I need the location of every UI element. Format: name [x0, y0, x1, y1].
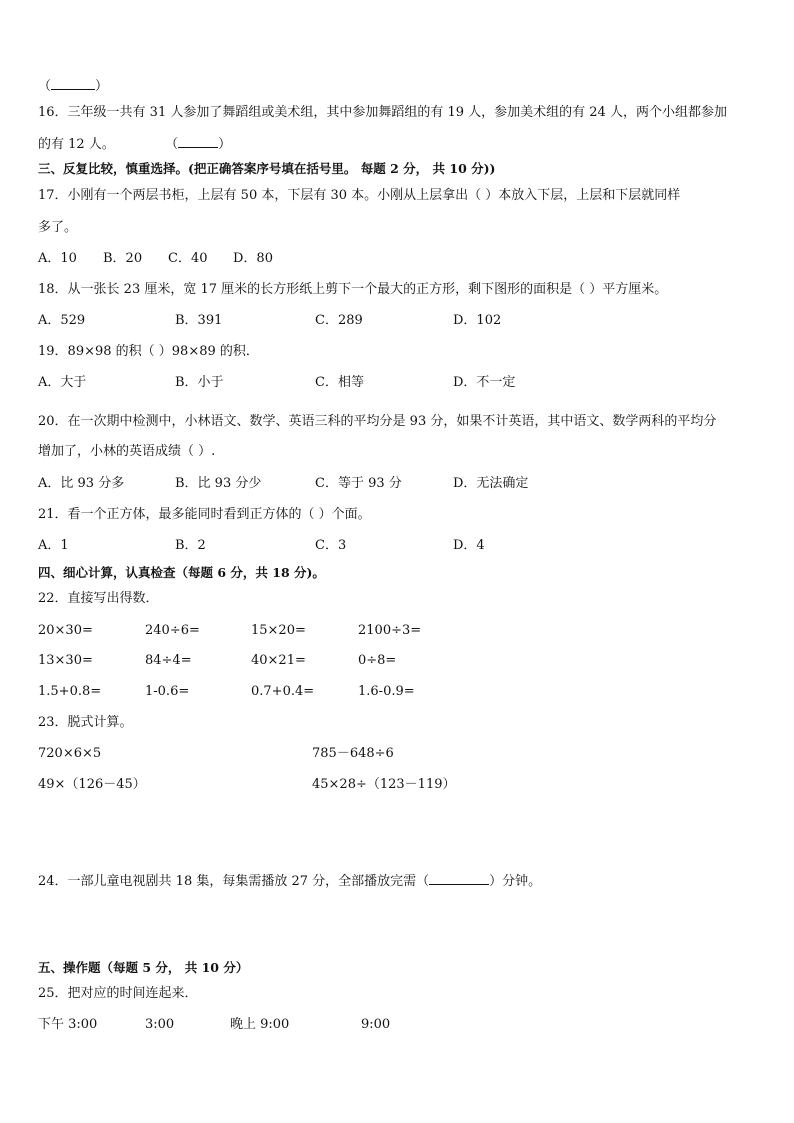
- q16-close-paren: ）: [218, 137, 232, 152]
- q21-option-d[interactable]: D．4: [453, 538, 485, 553]
- q22-title: 22．直接写出得数．: [38, 591, 159, 606]
- q16-answer-blank[interactable]: [178, 135, 218, 148]
- q25-time-2[interactable]: 3:00: [145, 1017, 175, 1032]
- q24-line: [38, 872, 541, 891]
- q19-option-d[interactable]: D．不一定: [453, 375, 516, 390]
- q16-line-1: 16．三年级一共有 31 人参加了舞蹈组或美术组，其中参加舞蹈组的有 19 人，参加美术组的有 24 人，两个小组都参加: [38, 105, 727, 120]
- q16-line-2-text: 的有 12 人。: [38, 137, 115, 152]
- q17-line-2: 多了。: [38, 220, 78, 235]
- q21-option-c[interactable]: C．3: [315, 538, 347, 553]
- q17-option-d[interactable]: D．80: [233, 251, 273, 266]
- q25-time-3[interactable]: 晚上 9:00: [230, 1017, 290, 1032]
- q18-option-d[interactable]: D．102: [453, 313, 502, 328]
- q22-r1-c4: 2100÷3=: [358, 623, 422, 638]
- q17-option-b[interactable]: B．20: [103, 251, 143, 266]
- q24-text-before: 24．一部儿童电视剧共 18 集，每集需播放 27 分，全部播放完需（: [38, 874, 430, 889]
- q15-answer-blank[interactable]: [51, 77, 95, 90]
- q22-r2-c3: 40×21=: [251, 653, 306, 668]
- q20-option-d[interactable]: D．无法确定: [453, 476, 529, 491]
- q15-open-paren: （: [38, 79, 52, 94]
- q23-item-3: 49×（126－45）: [38, 777, 146, 792]
- q18-line-1: 18．从一张长 23 厘米，宽 17 厘米的长方形纸上剪下一个最大的正方形，剩下图形的面积是（ ）平方厘米。: [38, 282, 668, 297]
- q25-time-1[interactable]: 下午 3:00: [38, 1017, 98, 1032]
- q19-line-1: 19．89×98 的积（ ）98×89 的积．: [38, 344, 259, 359]
- q25-time-4[interactable]: 9:00: [361, 1017, 391, 1032]
- q17-option-c[interactable]: C．40: [168, 251, 208, 266]
- q17-option-a[interactable]: A．10: [38, 251, 77, 266]
- q18-option-c[interactable]: C．289: [315, 313, 363, 328]
- q23-item-1: 720×6×5: [38, 746, 102, 761]
- q18-option-b[interactable]: B．391: [175, 313, 223, 328]
- q22-r3-c2: 1-0.6=: [145, 684, 190, 699]
- section-5-heading: 五、操作题（每题 5 分， 共 10 分）: [38, 960, 249, 975]
- q23-title: 23．脱式计算。: [38, 715, 133, 730]
- q22-r3-c4: 1.6-0.9=: [358, 684, 415, 699]
- q20-option-c[interactable]: C．等于 93 分: [315, 476, 402, 491]
- q22-r3-c3: 0.7+0.4=: [251, 684, 315, 699]
- q20-option-b[interactable]: B．比 93 分少: [175, 476, 262, 491]
- q21-option-a[interactable]: A．1: [38, 538, 69, 553]
- q20-option-a[interactable]: A．比 93 分多: [38, 476, 125, 491]
- q22-r1-c2: 240÷6=: [145, 623, 200, 638]
- q19-option-c[interactable]: C．相等: [315, 375, 364, 390]
- q18-option-a[interactable]: A．529: [38, 313, 86, 328]
- q19-option-a[interactable]: A．大于: [38, 375, 87, 390]
- q25-title: 25．把对应的时间连起来．: [38, 986, 198, 1001]
- q20-line-1: 20．在一次期中检测中，小林语文、数学、英语三科的平均分是 93 分，如果不计英语，其中语文、数学两科的平均分: [38, 414, 717, 429]
- q22-r1-c3: 15×20=: [251, 623, 306, 638]
- q22-r2-c1: 13×30=: [38, 653, 93, 668]
- q22-r2-c2: 84÷4=: [145, 653, 192, 668]
- q23-item-2: 785－648÷6: [312, 746, 394, 761]
- q21-line-1: 21．看一个正方体，最多能同时看到正方体的（ ）个面。: [38, 507, 371, 522]
- q23-item-4: 45×28÷（123－119）: [312, 777, 456, 792]
- q17-line-1: 17．小刚有一个两层书柜，上层有 50 本，下层有 30 本。小刚从上层拿出（ ）本放入下层，上层和下层就同样: [38, 188, 681, 203]
- section-3-heading: 三、反复比较，慎重选择。(把正确答案序号填在括号里。 每题 2 分， 共 10 分)): [38, 161, 496, 176]
- q16-open-paren: （: [165, 137, 179, 152]
- q15-close-paren: ）: [95, 79, 109, 94]
- q21-option-b[interactable]: B．2: [175, 538, 206, 553]
- q22-r2-c4: 0÷8=: [358, 653, 397, 668]
- section-4-heading: 四、细心计算，认真检查（每题 6 分，共 18 分)。: [38, 565, 325, 580]
- q24-answer-blank[interactable]: [429, 872, 489, 885]
- q19-option-b[interactable]: B．小于: [175, 375, 224, 390]
- q20-line-2: 增加了，小林的英语成绩（ ）.: [38, 444, 216, 459]
- q24-text-after: ）分钟。: [489, 874, 542, 889]
- q22-r3-c1: 1.5+0.8=: [38, 684, 102, 699]
- q16-line-2: [38, 135, 231, 154]
- q22-r1-c1: 20×30=: [38, 623, 93, 638]
- q15-answer-line: [38, 77, 108, 96]
